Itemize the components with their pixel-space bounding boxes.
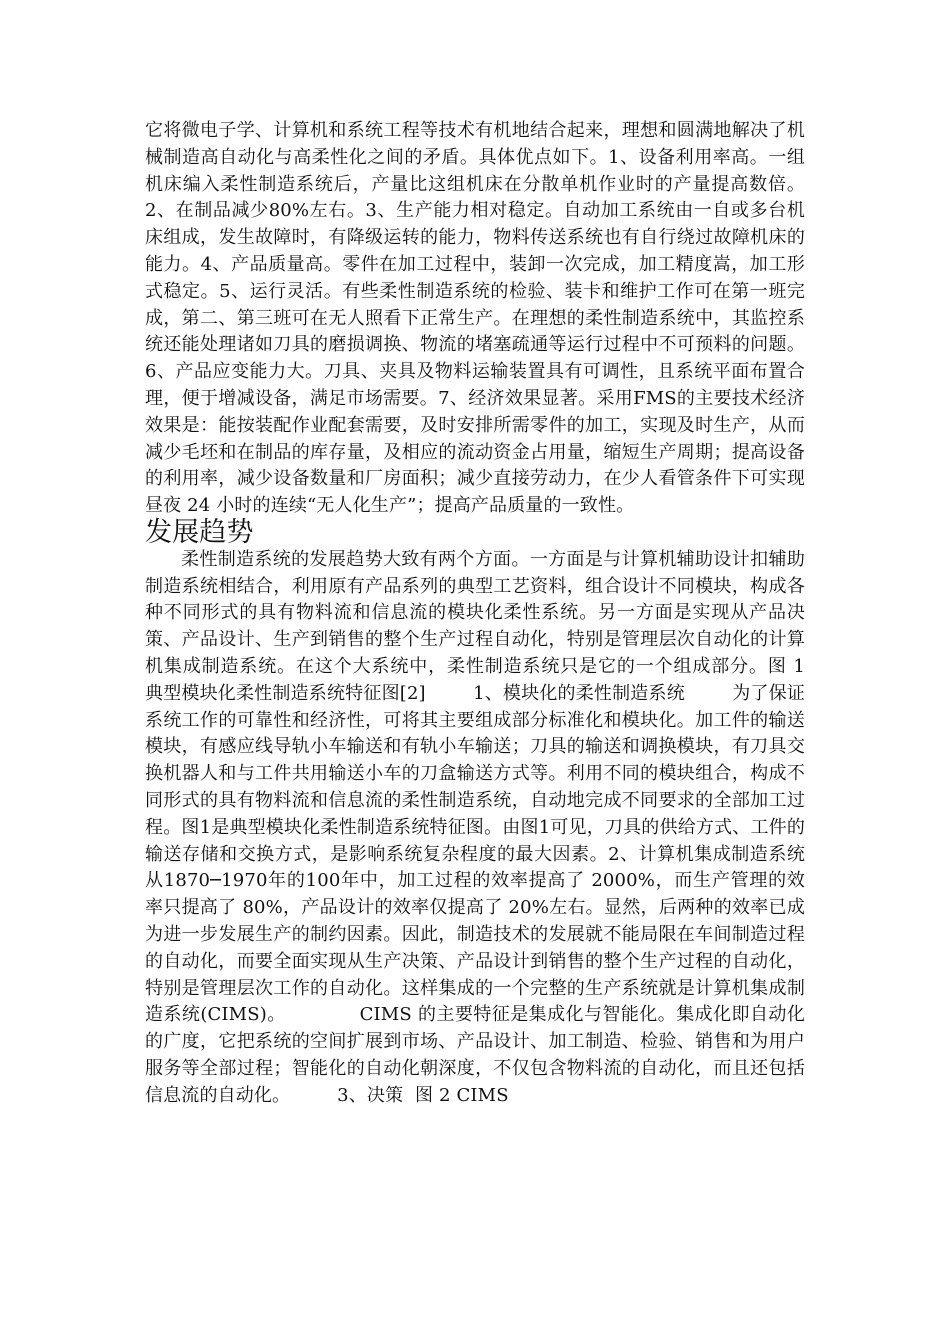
advantages-paragraph: 它将微电子学、计算机和系统工程等技术有机地结合起来，理想和圆满地解决了机械制造高自动化与高柔性化之间的矛盾。具体优点如下。1、设备利用率高。一组机床编入柔性制造系统后，产量比这组机床在分散单机作业时的产量提高数倍。2、在制品减少80%左右。3、生产能力相对稳定。自动加工系统由一自或多台机床组成，发生故障时，有降级运转的能力，物料传送系统也有自行绕过故障机床的能力。4、产品质量高。零件在加工过程中，装卸一次完成，加工精度嵩，加工形式稳定。5、运行灵活。有些柔性制造系统的检验、装卡和维护工作可在第一班完成，第二、第三班可在无人照看下正常生产。在理想的柔性制造系统中，其监控系统还能处理诸如刀具的磨损调换、物流的堵塞疏通等运行过程中不可预料的问题。6、产品应变能力大。刀具、夹具及物料运输装置具有可调性，且系统平面布置合理，便于增减设备，满足市场需要。7、经济效果显著。采用FMS的主要技术经济效果是：能按装配作业配套需要，及时安排所需零件的加工，实现及时生产，从而减少毛坯和在制品的库存量，及相应的流动资金占用量，缩短生产周期；提高设备的利用率，减少设备数量和厂房面积；减少直接劳动力，在少人看管条件下可实现昼夜 24 小时的连续“无人化生产”；提高产品质量的一致性。 bbox=[145, 120, 805, 517]
development-trend-paragraph: 柔性制造系统的发展趋势大致有两个方面。一方面是与计算机辅助设计扣辅助制造系统相结合，利用原有产品系列的典型工艺资料，组合设计不同模块，构成各种不同形式的具有物料流和信息流的模块化柔性系统。另一方面是实现从产品决策、产品设计、生产到销售的整个生产过程自动化，特别是管理层次自动化的计算机集成制造系统。在这个大系统中，柔性制造系统只是它的一个组成部分。图 1 典型模块化柔性制造系统特征图[2] 1、模块化的柔性制造系统 为了保证系统工作的可靠性和经济性，可将其主要组成部分标准化和模块化。加工件的输送模块，有感应线导轨小车输送和有轨小车输送；刀具的输送和调换模块，有刀具交换机器人和与工件共用输送小车的刀盒输送方式等。利用不同的模块组合，构成不同形式的具有物料流和信息流的柔性制造系统，自动地完成不同要求的全部加工过程。图1是典型模块化柔性制造系统特征图。由图1可见，刀具的供给方式、工件的输送存储和交换方式，是影响系统复杂程度的最大因素。2、计算机集成制造系统 从1870─1970年的100年中，加工过程的效率提高了 2000%，而生产管理的效率只提高了 80%，产品设计的效率仅提高了 20%左右。显然，后两种的效率已成为进一步发展生产的制约因素。因此，制造技术的发展就不能局限在车间制造过程的自动化，而要全面实现从生产决策、产品设计到销售的整个生产过程的自动化，特别是管理层次工作的自动化。这样集成的一个完整的生产系统就是计算机集成制造系统(CIMS)。 CIMS 的主要特征是集成化与智能化。集成化即自动化的广度，它把系统的空间扩展到市场、产品设计、加工制造、检验、销售和为用户服务等全部过程；智能化的自动化朝深度，不仅包含物料流的自动化，而且还包括信息流的自动化。 3、决策 图 2 CIMS bbox=[145, 548, 852, 1106]
section-heading-development-trend: 发展趋势 bbox=[145, 516, 254, 548]
document-body bbox=[145, 118, 852, 1109]
